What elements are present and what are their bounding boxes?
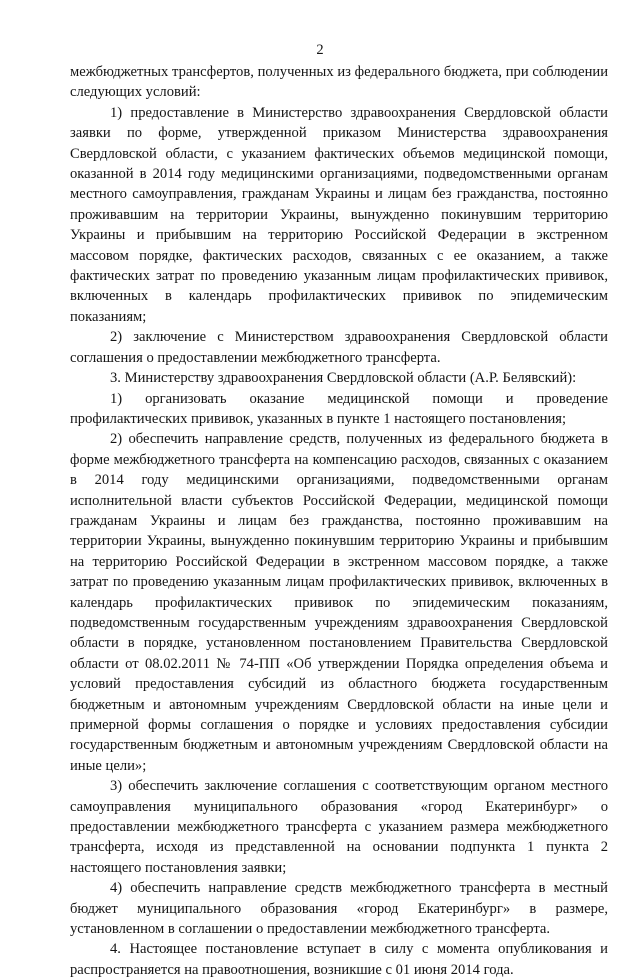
paragraph-section-3-item-1: 1) организовать оказание медицинской помощи и проведение профилактических прививок, указанных в пункте 1 настоящего постановления; [70,390,608,427]
paragraph-section-3: 3. Министерству здравоохранения Свердловской области (А.Р. Белявский): [110,370,577,387]
paragraph-section-3-item-3: 3) обеспечить заключение соглашения с соответствующим органом местного самоуправления муниципального образования «город Екатеринбург» о предоставлении межбюджетного трансферта с указанием размера межбюджетного трансферта, исходя из представленной на основании подпункта 1 пункта 2 настоящего постановления заявки; [70,778,608,876]
paragraph-section-3-item-4: 4) обеспечить направление средств межбюджетного трансферта в местный бюджет муниципального образования «город Екатеринбург» в размере, установленном в соглашении о предоставлении межбюджетного трансферта. [70,880,608,938]
paragraph-condition-2: 2) заключение с Министерством здравоохранения Свердловской области соглашения о предоставлении межбюджетного трансферта. [70,329,608,366]
paragraph-condition-1: 1) предоставление в Министерство здравоохранения Свердловской области заявки по форме, утвержденной приказом Министерства здравоохранения Свердловской области, с указанием фактических объемов медицинской помощи, оказанной в 2014 году медицинскими организациями, подведомственными органам местного самоуправления, гражданам Украины и лицам без гражданства, постоянно проживавшим на территории Украины, вынужденно покинувшим территорию Украины и прибывшим на территорию Российской Федерации в экстренном массовом порядке, фактических расходов, связанных с ее оказанием, а также фактических затрат по проведению указанным лицам профилактических прививок, включенных в календарь профилактических прививок по эпидемическим показаниям; [70,104,608,325]
paragraph-intro-continuation: межбюджетных трансфертов, полученных из федерального бюджета, при соблюдении следующих условий: [70,64,608,101]
document-body [70,62,608,980]
paragraph-section-4: 4. Настоящее постановление вступает в силу с момента опубликования и распространяется на правоотношения, возникшие с 01 июня 2014 года. [70,941,608,978]
paragraph-section-3-item-2: 2) обеспечить направление средств, полученных из федерального бюджета в форме межбюджетного трансферта на компенсацию расходов, связанных с оказанием в 2014 году медицинскими организациями, подведомственными органам исполнительной власти субъектов Российской Федерации, медицинской помощи гражданам Украины и лицам без гражданства, постоянно проживавшим на территории Украины, вынужденно покинувшим территорию Украины и прибывшим на территорию Российской Федерации в экстренном массовом порядке, а также затрат по проведению указанным лицам профилактических прививок, включенных в календарь профилактических прививок по эпидемическим показаниям, подведомственным государственным учреждениям здравоохранения Свердловской области в порядке, установленном постановлением Правительства Свердловской области от 08.02.2011 № 74-ПП «Об утверждении Порядка определения объема и условий предоставления субсидий из областного бюджета государственным бюджетным и автономным учреждениям Свердловской области на иные цели и примерной формы соглашения о порядке и условиях предоставления субсидии государственным бюджетным и автономным учреждениям Свердловской области на иные цели»; [70,431,608,774]
page-number: 2 [316,42,324,58]
